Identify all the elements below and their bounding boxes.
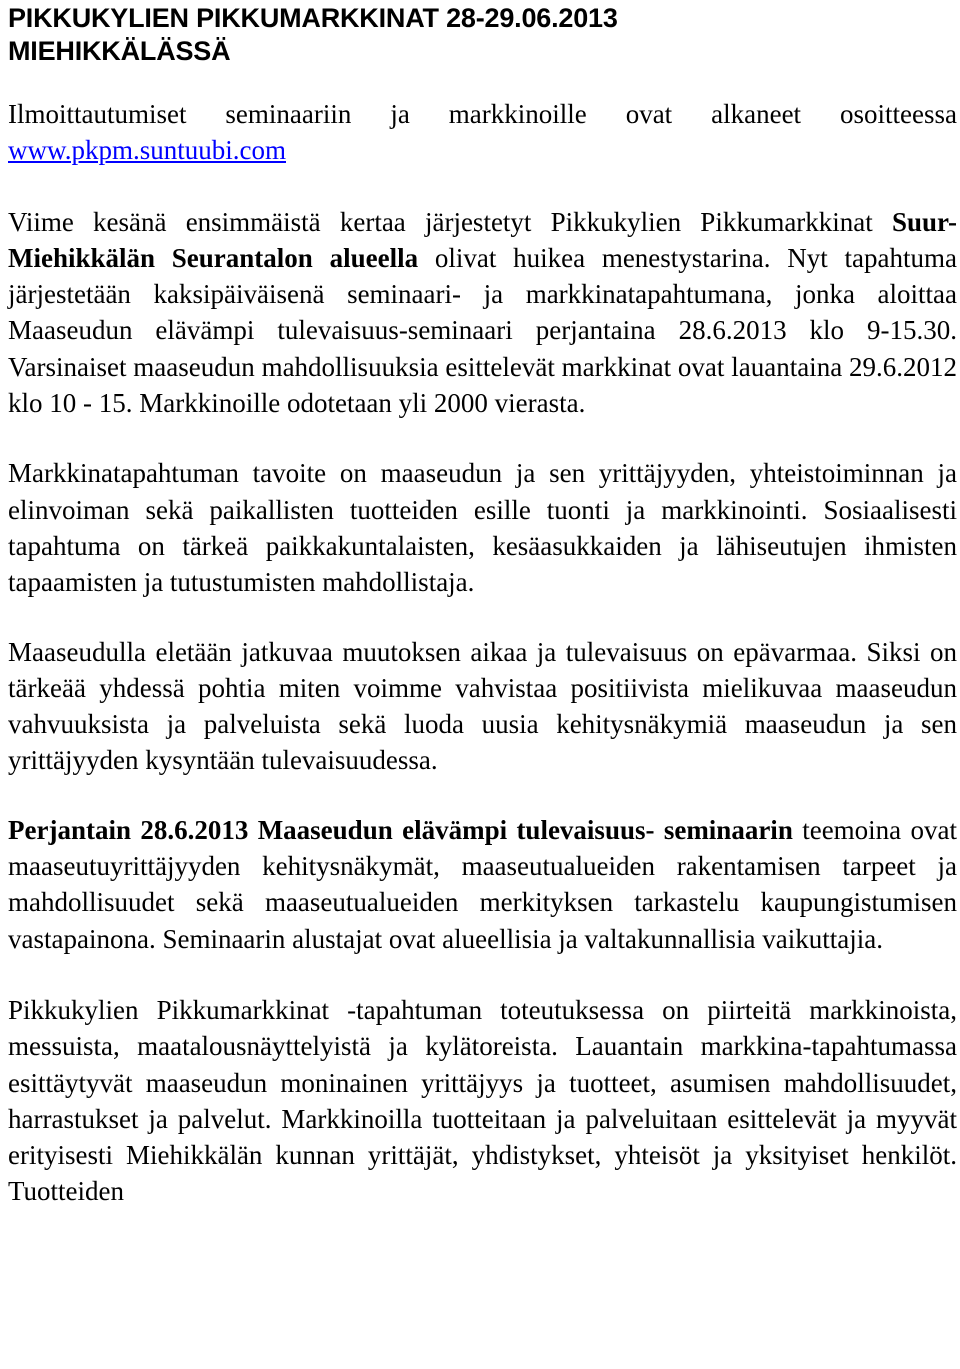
event-location-bold: Suur-Miehikkälän Seurantalon alueella <box>8 206 958 273</box>
title-line-1: PIKKUKYLIEN PIKKUMARKKINAT 28-29.06.2013 <box>8 3 618 33</box>
goal-text: Markkinatapahtuman tavoite on maaseudun ja sen yrittäjyyden, yhteistoiminnan ja elinvoiman sekä paikallisten tuotteiden esille tuonti ja markkinointi. Sosiaalisesti tapahtuma on tärkeä paikkakuntalaisten, kesäasukkaiden ja lähiseutujen ihmisten tapaamisten ja tutustumisten mahdollistaja. <box>8 458 957 598</box>
future-text-rest: Siksi on tärkeää yhdessä pohtia miten voimme vahvistaa positiivista mielikuvaa maaseudun vahvuuksista ja palveluista sekä luoda uusia kehitysnäkymiä maaseudun ja sen yrittäjyyden kysyntään tulevaisuudessa. <box>8 636 957 776</box>
seminar-paragraph <box>8 812 957 957</box>
market-paragraph <box>8 992 957 1210</box>
event-description-rest: olivat huikea menestystarina. Nyt tapahtuma järjestetään kaksipäiväisenä seminaari- ja markkinatapahtumana, jonka aloittaa Maaseudun elävämpi tulevaisuus-seminaari perjantaina 28.6.2013 klo 9-15.30. Varsinaiset maaseudun mahdollisuuksia esittelevät markkinat ovat lauantaina 29.6.2012 klo 10 - 15. Markkinoille odotetaan yli 2000 vierasta. <box>8 242 957 419</box>
event-description-start: Viime kesänä ensimmäistä kertaa järjestetyt Pikkukylien Pikkumarkkinat <box>8 206 873 237</box>
market-text: Pikkukylien Pikkumarkkinat -tapahtuman toteutuksessa on piirteitä markkinoista, messuista, maatalousnäyttelyistä ja kylätoreista. Lauantain markkina-tapahtumassa esittäytyvät maaseudun moninainen yrittäjyys ja tuotteet, asumisen mahdollisuudet, harrastukset ja palvelut. Markkinoilla tuotteitaan ja palveluitaan esittelevät ja myyvät erityisesti Miehikkälän kunnan yrittäjät, yhdistykset, yhteisöt ja yksityiset henkilöt. Tuotteiden <box>8 994 957 1207</box>
page-title <box>8 0 957 68</box>
seminar-text: teemoina ovat maaseutuyrittäjyyden kehitysnäkymät, maaseutualueiden rakentamisen tarpeet ja mahdollisuudet sekä maaseutualueiden merkityksen tarkastelu kaupungistumisen vastapainona. Seminaarin alustajat ovat alueellisia ja valtakunnallisia vaikuttajia. <box>8 814 958 954</box>
future-text-start: Maaseudulla eletään jatkuvaa muutoksen aikaa ja tulevaisuus on epävarmaa. <box>8 636 857 667</box>
registration-text: Ilmoittautumiset seminaariin ja markkinoille ovat alkaneet osoitteessa <box>8 99 957 129</box>
future-paragraph <box>8 634 957 779</box>
registration-link[interactable]: www.pkpm.suntuubi.com <box>8 135 286 166</box>
document-page <box>8 0 957 1210</box>
goal-paragraph <box>8 455 957 600</box>
registration-paragraph <box>8 96 957 169</box>
title-line-2: MIEHIKKÄLÄSSÄ <box>8 36 231 66</box>
event-description-paragraph <box>8 204 957 422</box>
seminar-heading-bold: Perjantain 28.6.2013 Maaseudun elävämpi tulevaisuus- seminaarin <box>8 814 793 845</box>
